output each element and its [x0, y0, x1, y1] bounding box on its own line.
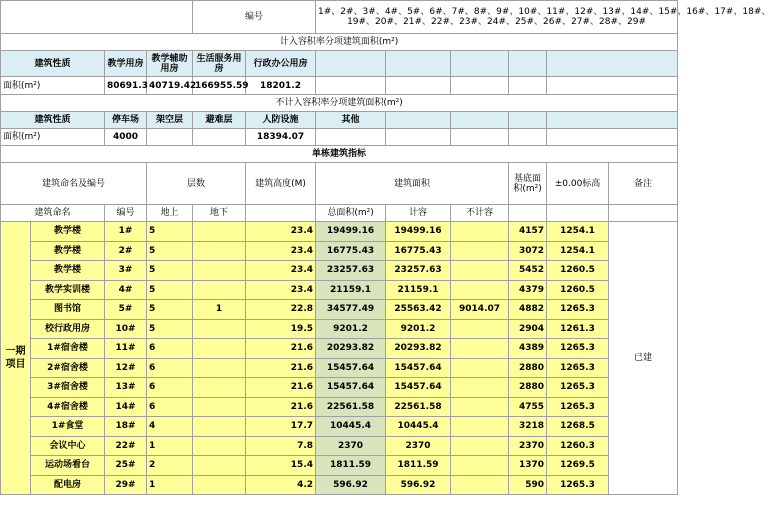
- empty-cell: [547, 129, 678, 146]
- building-height: 23.4: [246, 241, 316, 261]
- floors-above: 4: [147, 417, 193, 437]
- far-area: 21159.1: [386, 280, 451, 300]
- building-name: 图书馆: [31, 300, 105, 320]
- base-area: 2904: [509, 319, 547, 339]
- s-below: 地下: [193, 205, 246, 222]
- empty-cell: [386, 112, 451, 129]
- far-included-val-0: 80691.3: [105, 77, 147, 95]
- floors-below: [193, 280, 246, 300]
- far-included-title: 计入容积率分项建筑面积(m²): [1, 34, 678, 51]
- elevation: 1265.3: [547, 475, 609, 495]
- far-included-col-2: 生活服务用房: [193, 51, 246, 77]
- table-row: [1, 436, 678, 456]
- building-name: 1#食堂: [31, 417, 105, 437]
- far-area: 2370: [386, 436, 451, 456]
- building-number: 4#: [105, 280, 147, 300]
- building-name: 配电房: [31, 475, 105, 495]
- far-excluded-area-label: 面积(m²): [1, 129, 105, 146]
- table-row: [1, 222, 678, 242]
- table-row: [1, 358, 678, 378]
- elevation: 1265.3: [547, 397, 609, 417]
- base-area: 4379: [509, 280, 547, 300]
- total-area: 20293.82: [316, 339, 386, 359]
- floors-above: 5: [147, 280, 193, 300]
- far-excluded-col-4: 其他: [316, 112, 386, 129]
- elevation: 1265.3: [547, 378, 609, 398]
- floors-above: 2: [147, 456, 193, 476]
- building-height: 22.8: [246, 300, 316, 320]
- empty-cell: [451, 129, 509, 146]
- far-excluded-col-0: 停车场: [105, 112, 147, 129]
- elevation: 1260.5: [547, 280, 609, 300]
- building-name: 运动场看台: [31, 456, 105, 476]
- total-area: 16775.43: [316, 241, 386, 261]
- total-area: 10445.4: [316, 417, 386, 437]
- floors-below: [193, 436, 246, 456]
- far-excluded-val-0: 4000: [105, 129, 147, 146]
- far-area: 9201.2: [386, 319, 451, 339]
- floors-above: 1: [147, 436, 193, 456]
- elevation: 1260.5: [547, 261, 609, 281]
- floors-above: 5: [147, 222, 193, 242]
- building-name: 3#宿舍楼: [31, 378, 105, 398]
- empty-cell: [547, 77, 678, 95]
- building-height: 23.4: [246, 222, 316, 242]
- empty-cell: [547, 112, 678, 129]
- far-excluded-col-3: 人防设施: [246, 112, 316, 129]
- base-area: 590: [509, 475, 547, 495]
- floors-below: [193, 378, 246, 398]
- floors-above: 6: [147, 339, 193, 359]
- building-name: 2#宿舍楼: [31, 358, 105, 378]
- number-value: [316, 1, 770, 34]
- s-far: 计容: [386, 205, 451, 222]
- single-title: 单栋建筑指标: [1, 146, 678, 163]
- elevation: 1265.3: [547, 339, 609, 359]
- elevation: 1254.1: [547, 241, 609, 261]
- table-row: [1, 300, 678, 320]
- building-name: 教学实训楼: [31, 280, 105, 300]
- total-area: 15457.64: [316, 358, 386, 378]
- nonfar-area: [451, 378, 509, 398]
- floors-below: [193, 417, 246, 437]
- empty-cell: [451, 77, 509, 95]
- building-number: 18#: [105, 417, 147, 437]
- h-name-number: 建筑命名及编号: [1, 163, 147, 205]
- building-number: 2#: [105, 241, 147, 261]
- building-height: 21.6: [246, 339, 316, 359]
- far-excluded-nature-label: 建筑性质: [1, 112, 105, 129]
- empty-cell: [246, 205, 316, 222]
- far-included-val-2: 166955.59: [193, 77, 246, 95]
- far-included-val-3: 18201.2: [246, 77, 316, 95]
- far-area: 23257.63: [386, 261, 451, 281]
- floors-above: 5: [147, 300, 193, 320]
- building-number: 29#: [105, 475, 147, 495]
- elevation: 1254.1: [547, 222, 609, 242]
- total-area: 2370: [316, 436, 386, 456]
- floors-below: [193, 475, 246, 495]
- total-area: 596.92: [316, 475, 386, 495]
- floors-above: 6: [147, 378, 193, 398]
- nonfar-area: [451, 241, 509, 261]
- nonfar-area: [451, 436, 509, 456]
- table-row: [1, 475, 678, 495]
- s-nonfar: 不计容: [451, 205, 509, 222]
- total-area: 22561.58: [316, 397, 386, 417]
- building-height: 23.4: [246, 280, 316, 300]
- far-excluded-title: 不计入容积率分项建筑面积(m²): [1, 95, 678, 112]
- far-excluded-col-2: 避难层: [193, 112, 246, 129]
- empty-cell: [609, 205, 678, 222]
- floors-below: [193, 261, 246, 281]
- floors-above: 5: [147, 261, 193, 281]
- nonfar-area: [451, 222, 509, 242]
- base-area: 3218: [509, 417, 547, 437]
- far-area: 25563.42: [386, 300, 451, 320]
- building-number: 1#: [105, 222, 147, 242]
- far-area: 16775.43: [386, 241, 451, 261]
- far-area: 15457.64: [386, 378, 451, 398]
- table-row: [1, 397, 678, 417]
- empty-cell: [547, 51, 678, 77]
- phase-label: 一期项目: [1, 222, 31, 495]
- building-name: 1#宿舍楼: [31, 339, 105, 359]
- building-name: 教学楼: [31, 222, 105, 242]
- building-name: 教学楼: [31, 261, 105, 281]
- floors-above: 5: [147, 241, 193, 261]
- base-area: 4157: [509, 222, 547, 242]
- building-height: 4.2: [246, 475, 316, 495]
- base-area: 5452: [509, 261, 547, 281]
- empty-cell: [451, 112, 509, 129]
- total-area: 23257.63: [316, 261, 386, 281]
- elevation: 1268.5: [547, 417, 609, 437]
- nonfar-area: [451, 261, 509, 281]
- far-excluded-val-3: 18394.07: [246, 129, 316, 146]
- floors-above: 5: [147, 319, 193, 339]
- far-area: 1811.59: [386, 456, 451, 476]
- floors-below: [193, 397, 246, 417]
- empty-cell: [547, 205, 609, 222]
- base-area: 4389: [509, 339, 547, 359]
- far-area: 19499.16: [386, 222, 451, 242]
- building-height: 15.4: [246, 456, 316, 476]
- elevation: 1265.3: [547, 358, 609, 378]
- total-area: 1811.59: [316, 456, 386, 476]
- base-area: 3072: [509, 241, 547, 261]
- building-height: 17.7: [246, 417, 316, 437]
- nonfar-area: [451, 280, 509, 300]
- total-area: 21159.1: [316, 280, 386, 300]
- building-name: 校行政用房: [31, 319, 105, 339]
- floors-above: 1: [147, 475, 193, 495]
- table-row: [1, 280, 678, 300]
- total-area: 34577.49: [316, 300, 386, 320]
- floors-below: [193, 339, 246, 359]
- blank-cell: [1, 1, 193, 34]
- far-included-col-1: 教学辅助用房: [147, 51, 193, 77]
- empty-cell: [316, 51, 386, 77]
- nonfar-area: [451, 417, 509, 437]
- table-row: [1, 261, 678, 281]
- building-name: 4#宿舍楼: [31, 397, 105, 417]
- floors-below: [193, 222, 246, 242]
- empty-cell: [451, 51, 509, 77]
- far-included-nature-label: 建筑性质: [1, 51, 105, 77]
- empty-cell: [386, 129, 451, 146]
- base-area: 2880: [509, 378, 547, 398]
- nonfar-area: 9014.07: [451, 300, 509, 320]
- building-number: 22#: [105, 436, 147, 456]
- elevation: 1265.3: [547, 300, 609, 320]
- building-number: 11#: [105, 339, 147, 359]
- far-area: 15457.64: [386, 358, 451, 378]
- h-note: 备注: [609, 163, 678, 205]
- floors-below: 1: [193, 300, 246, 320]
- nonfar-area: [451, 475, 509, 495]
- building-number: 12#: [105, 358, 147, 378]
- base-area: 2370: [509, 436, 547, 456]
- building-height: 21.6: [246, 378, 316, 398]
- elevation: 1269.5: [547, 456, 609, 476]
- table-row: [1, 241, 678, 261]
- nonfar-area: [451, 456, 509, 476]
- total-area: 19499.16: [316, 222, 386, 242]
- far-excluded-col-1: 架空层: [147, 112, 193, 129]
- nonfar-area: [451, 358, 509, 378]
- s-above: 地上: [147, 205, 193, 222]
- base-area: 4755: [509, 397, 547, 417]
- floors-above: 6: [147, 358, 193, 378]
- empty-cell: [509, 77, 547, 95]
- nonfar-area: [451, 397, 509, 417]
- far-area: 20293.82: [386, 339, 451, 359]
- building-number: 10#: [105, 319, 147, 339]
- far-excluded-val-2: [193, 129, 246, 146]
- s-number: 编号: [105, 205, 147, 222]
- table-row: [1, 417, 678, 437]
- base-area: 1370: [509, 456, 547, 476]
- far-included-val-1: 40719.42: [147, 77, 193, 95]
- far-excluded-val-4: [316, 129, 386, 146]
- building-number: 5#: [105, 300, 147, 320]
- nonfar-area: [451, 319, 509, 339]
- floors-below: [193, 319, 246, 339]
- number-value-line2: 19#、20#、21#、22#、23#、24#、25#、26#、27#、28#、29#: [347, 17, 646, 27]
- far-included-col-0: 教学用房: [105, 51, 147, 77]
- floors-above: 6: [147, 397, 193, 417]
- floors-below: [193, 358, 246, 378]
- h-floors: 层数: [147, 163, 246, 205]
- empty-cell: [509, 205, 547, 222]
- building-name: 会议中心: [31, 436, 105, 456]
- status-note: 已建: [609, 222, 678, 495]
- base-area: 4882: [509, 300, 547, 320]
- far-area: 22561.58: [386, 397, 451, 417]
- table-row: [1, 378, 678, 398]
- s-name: 建筑命名: [1, 205, 105, 222]
- building-number: 14#: [105, 397, 147, 417]
- building-height: 19.5: [246, 319, 316, 339]
- elevation: 1261.3: [547, 319, 609, 339]
- building-height: 23.4: [246, 261, 316, 281]
- h-height: 建筑高度(M): [246, 163, 316, 205]
- building-name: 教学楼: [31, 241, 105, 261]
- total-area: 9201.2: [316, 319, 386, 339]
- s-total: 总面积(m²): [316, 205, 386, 222]
- building-height: 21.6: [246, 358, 316, 378]
- empty-cell: [509, 129, 547, 146]
- building-height: 21.6: [246, 397, 316, 417]
- far-excluded-val-1: [147, 129, 193, 146]
- h-area: 建筑面积: [316, 163, 509, 205]
- h-elev: ±0.00标高: [547, 163, 609, 205]
- floors-below: [193, 241, 246, 261]
- empty-cell: [509, 51, 547, 77]
- base-area: 2880: [509, 358, 547, 378]
- floors-below: [193, 456, 246, 476]
- number-label: 编号: [193, 1, 316, 34]
- building-height: 7.8: [246, 436, 316, 456]
- far-included-area-label: 面积(m²): [1, 77, 105, 95]
- building-number: 25#: [105, 456, 147, 476]
- empty-cell: [386, 77, 451, 95]
- elevation: 1260.3: [547, 436, 609, 456]
- table-row: [1, 339, 678, 359]
- h-base: 基底面积(m²): [509, 163, 547, 205]
- table-row: [1, 319, 678, 339]
- table-row: [1, 456, 678, 476]
- building-number: 13#: [105, 378, 147, 398]
- empty-cell: [386, 51, 451, 77]
- total-area: 15457.64: [316, 378, 386, 398]
- nonfar-area: [451, 339, 509, 359]
- far-area: 596.92: [386, 475, 451, 495]
- building-number: 3#: [105, 261, 147, 281]
- number-value-line1: 1#、2#、3#、4#、5#、6#、7#、8#、9#、10#、11#、12#、13#、14#、15#、16#、17#、18#、: [318, 7, 770, 17]
- far-included-col-3: 行政办公用房: [246, 51, 316, 77]
- empty-cell: [316, 77, 386, 95]
- far-area: 10445.4: [386, 417, 451, 437]
- empty-cell: [509, 112, 547, 129]
